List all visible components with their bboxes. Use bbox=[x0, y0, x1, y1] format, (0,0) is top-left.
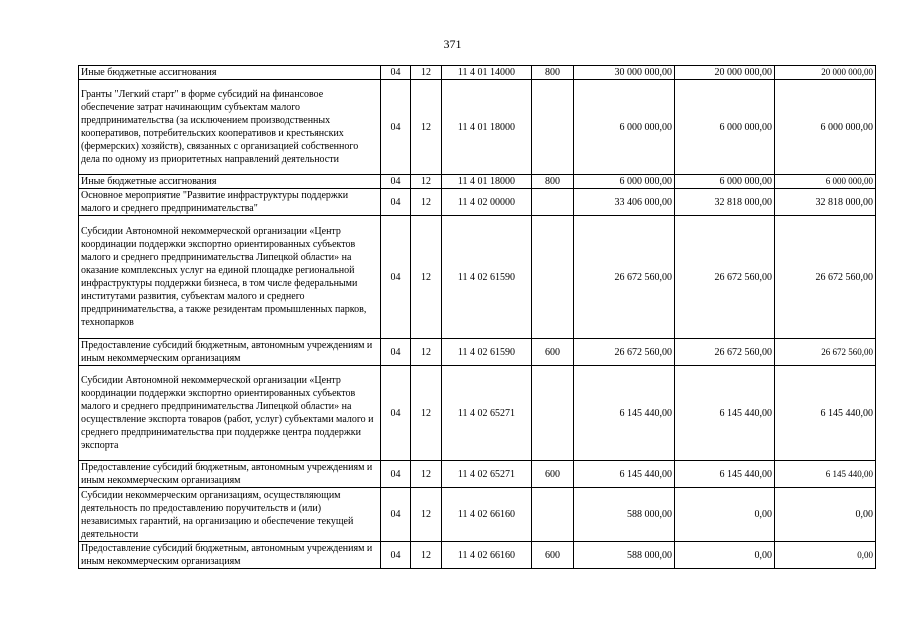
razdel-cell: 04 bbox=[381, 461, 411, 488]
sum-year-1-cell: 6 000 000,00 bbox=[574, 175, 675, 189]
razdel-cell: 04 bbox=[381, 216, 411, 339]
expense-type-cell bbox=[532, 189, 574, 216]
sum-year-2-cell: 26 672 560,00 bbox=[675, 339, 775, 366]
sum-year-2-cell: 20 000 000,00 bbox=[675, 66, 775, 80]
sum-year-1-cell: 588 000,00 bbox=[574, 542, 675, 569]
expense-type-cell: 600 bbox=[532, 339, 574, 366]
podrazdel-cell: 12 bbox=[411, 66, 442, 80]
row-name-cell: Предоставление субсидий бюджетным, автономным учреждениям и иным некоммерческим организациям bbox=[79, 542, 381, 569]
table-row bbox=[79, 175, 876, 189]
sum-year-1-cell: 6 145 440,00 bbox=[574, 461, 675, 488]
razdel-cell: 04 bbox=[381, 66, 411, 80]
podrazdel-cell: 12 bbox=[411, 175, 442, 189]
expense-type-cell bbox=[532, 488, 574, 542]
sum-year-1-cell: 26 672 560,00 bbox=[574, 339, 675, 366]
expense-type-cell: 600 bbox=[532, 542, 574, 569]
sum-year-3-cell: 6 145 440,00 bbox=[775, 366, 876, 461]
sum-year-2-cell: 6 145 440,00 bbox=[675, 366, 775, 461]
sum-year-3-cell: 26 672 560,00 bbox=[775, 339, 876, 366]
podrazdel-cell: 12 bbox=[411, 189, 442, 216]
razdel-cell: 04 bbox=[381, 488, 411, 542]
target-article-cell: 11 4 01 14000 bbox=[442, 66, 532, 80]
podrazdel-cell: 12 bbox=[411, 461, 442, 488]
sum-year-2-cell: 0,00 bbox=[675, 542, 775, 569]
sum-year-2-cell: 6 000 000,00 bbox=[675, 80, 775, 175]
page-number: 371 bbox=[443, 37, 462, 51]
target-article-cell: 11 4 02 61590 bbox=[442, 216, 532, 339]
sum-year-3-cell: 20 000 000,00 bbox=[775, 66, 876, 80]
target-article-cell: 11 4 01 18000 bbox=[442, 175, 532, 189]
sum-year-1-cell: 6 000 000,00 bbox=[574, 80, 675, 175]
razdel-cell: 04 bbox=[381, 189, 411, 216]
sum-year-1-cell: 6 145 440,00 bbox=[574, 366, 675, 461]
row-name-cell: Гранты "Легкий старт" в форме субсидий на финансовое обеспечение затрат начинающим субъектам малого предпринимательства (за исключением производственных кооперативов, потребительских кооперативов и крестьянских (фермерских) хозяйств), связанных с организацией собственного дела по одному из приоритетных направлений деятельности bbox=[79, 80, 381, 175]
expense-type-cell: 600 bbox=[532, 461, 574, 488]
target-article-cell: 11 4 02 65271 bbox=[442, 366, 532, 461]
razdel-cell: 04 bbox=[381, 175, 411, 189]
target-article-cell: 11 4 02 66160 bbox=[442, 542, 532, 569]
row-name-cell: Субсидии Автономной некоммерческой организации «Центр координации поддержки экспортно ориентированных субъектов малого и среднего предпринимательства Липецкой области» на осуществление экспорта товаров (работ, услуг) субъектами малого и среднего предпринимательства при поддержке центра поддержки экспорта bbox=[79, 366, 381, 461]
expense-type-cell: 800 bbox=[532, 66, 574, 80]
target-article-cell: 11 4 02 61590 bbox=[442, 339, 532, 366]
expense-type-cell bbox=[532, 216, 574, 339]
row-name-cell: Иные бюджетные ассигнования bbox=[79, 175, 381, 189]
table-row bbox=[79, 216, 876, 339]
target-article-cell: 11 4 02 00000 bbox=[442, 189, 532, 216]
podrazdel-cell: 12 bbox=[411, 542, 442, 569]
razdel-cell: 04 bbox=[381, 366, 411, 461]
podrazdel-cell: 12 bbox=[411, 366, 442, 461]
podrazdel-cell: 12 bbox=[411, 339, 442, 366]
table-row bbox=[79, 66, 876, 80]
razdel-cell: 04 bbox=[381, 339, 411, 366]
sum-year-1-cell: 33 406 000,00 bbox=[574, 189, 675, 216]
sum-year-3-cell: 0,00 bbox=[775, 488, 876, 542]
sum-year-3-cell: 6 145 440,00 bbox=[775, 461, 876, 488]
sum-year-1-cell: 588 000,00 bbox=[574, 488, 675, 542]
sum-year-2-cell: 6 145 440,00 bbox=[675, 461, 775, 488]
expense-type-cell: 800 bbox=[532, 175, 574, 189]
podrazdel-cell: 12 bbox=[411, 80, 442, 175]
sum-year-3-cell: 6 000 000,00 bbox=[775, 175, 876, 189]
target-article-cell: 11 4 02 66160 bbox=[442, 488, 532, 542]
row-name-cell: Основное мероприятие "Развитие инфраструктуры поддержки малого и среднего предпринимательства" bbox=[79, 189, 381, 216]
expense-type-cell bbox=[532, 80, 574, 175]
sum-year-2-cell: 6 000 000,00 bbox=[675, 175, 775, 189]
sum-year-3-cell: 6 000 000,00 bbox=[775, 80, 876, 175]
table-row bbox=[79, 461, 876, 488]
table-row bbox=[79, 488, 876, 542]
razdel-cell: 04 bbox=[381, 80, 411, 175]
podrazdel-cell: 12 bbox=[411, 488, 442, 542]
sum-year-3-cell: 32 818 000,00 bbox=[775, 189, 876, 216]
table-row bbox=[79, 189, 876, 216]
budget-table bbox=[78, 65, 876, 569]
expense-type-cell bbox=[532, 366, 574, 461]
table-row bbox=[79, 80, 876, 175]
razdel-cell: 04 bbox=[381, 542, 411, 569]
target-article-cell: 11 4 02 65271 bbox=[442, 461, 532, 488]
row-name-cell: Субсидии Автономной некоммерческой организации «Центр координации поддержки экспортно ориентированных субъектов малого и среднего предпринимательства Липецкой области» на оказание комплексных услуг на единой площадке региональной инфраструктуры поддержки бизнеса, в том числе федеральными институтами развития, субъектам малого и среднего предпринимательства, а также резидентам промышленных парков, технопарков bbox=[79, 216, 381, 339]
sum-year-3-cell: 26 672 560,00 bbox=[775, 216, 876, 339]
podrazdel-cell: 12 bbox=[411, 216, 442, 339]
row-name-cell: Предоставление субсидий бюджетным, автономным учреждениям и иным некоммерческим организациям bbox=[79, 461, 381, 488]
sum-year-2-cell: 26 672 560,00 bbox=[675, 216, 775, 339]
sum-year-3-cell: 0,00 bbox=[775, 542, 876, 569]
row-name-cell: Субсидии некоммерческим организациям, осуществляющим деятельность по предоставлению поручительств и (или) независимых гарантий, на организацию и обеспечение текущей деятельности bbox=[79, 488, 381, 542]
table-row bbox=[79, 542, 876, 569]
sum-year-1-cell: 30 000 000,00 bbox=[574, 66, 675, 80]
table-row bbox=[79, 339, 876, 366]
row-name-cell: Иные бюджетные ассигнования bbox=[79, 66, 381, 80]
sum-year-2-cell: 32 818 000,00 bbox=[675, 189, 775, 216]
sum-year-2-cell: 0,00 bbox=[675, 488, 775, 542]
target-article-cell: 11 4 01 18000 bbox=[442, 80, 532, 175]
table-row bbox=[79, 366, 876, 461]
row-name-cell: Предоставление субсидий бюджетным, автономным учреждениям и иным некоммерческим организациям bbox=[79, 339, 381, 366]
sum-year-1-cell: 26 672 560,00 bbox=[574, 216, 675, 339]
